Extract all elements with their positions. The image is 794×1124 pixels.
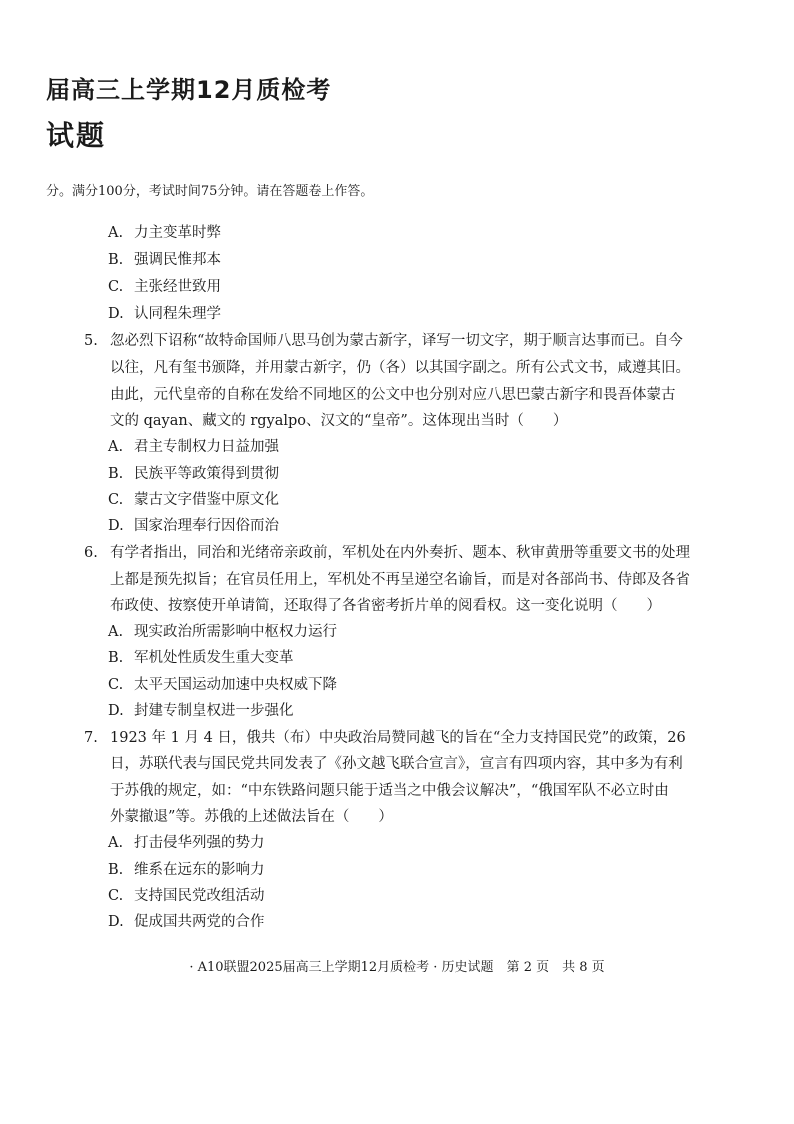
q5-option-b: B. 民族平等政策得到贯彻 [108,466,279,482]
q6-number: 6. [84,545,98,561]
q6-text-line: 上都是预先拟旨；在官员任用上，军机处不再呈递空名谕旨，而是对各部尚书、侍郎及各省 [110,572,690,588]
q4-option-c: C. 主张经世致用 [108,279,221,295]
exam-title: 届高三上学期12月质检考 [46,76,332,104]
q5-option-a: A. 君主专制权力日益加强 [108,439,279,455]
q6-option-c: C. 太平天国运动加速中央权威下降 [108,677,337,693]
exam-subtitle: 试题 [46,119,107,152]
q5-text-line: 由此，元代皇帝的自称在发给不同地区的公文中也分别对应八思巴蒙古新字和畏吾体蒙古 [110,387,676,403]
q7-number: 7. [84,730,98,746]
q7-option-b: B. 维系在远东的影响力 [108,862,265,878]
q7-text-line: 于苏俄的规定，如：“中东铁路问题只能于适当之中俄会议解决”，“俄国军队不必立时由 [110,783,669,799]
q4-option-b: B. 强调民惟邦本 [108,252,221,268]
q5-text-line: 忽必烈下诏称“故特命国师八思马创为蒙古新字，译写一切文字，期于顺言达事而已。自今 [110,333,683,349]
q6-option-b: B. 军机处性质发生重大变革 [108,650,294,666]
exam-instructions: 分。满分100分，考试时间75分钟。请在答题卷上作答。 [46,184,374,199]
q6-text-line: 有学者指出，同治和光绪帝亲政前，军机处在内外奏折、题本、秋审黄册等重要文书的处理 [110,545,690,561]
q7-text-line: 1923 年 1 月 4 日，俄共（布）中央政治局赞同越飞的旨在“全力支持国民党”的政策，26 [110,730,686,746]
q5-text-line: 以往，凡有玺书颁降，并用蒙古新字，仍（各）以其国字副之。所有公式文书，咸遵其旧。 [110,360,690,376]
q7-option-d: D. 促成国共两党的合作 [108,914,265,930]
q6-option-d: D. 封建专制皇权进一步强化 [108,703,294,719]
q7-text-line: 外蒙撤退”等。苏俄的上述做法旨在（ ） [110,809,393,825]
q5-option-d: D. 国家治理奉行因俗而治 [108,518,279,534]
q7-option-a: A. 打击侵华列强的势力 [108,835,265,851]
q6-option-a: A. 现实政治所需影响中枢权力运行 [108,624,337,640]
q4-option-a: A. 力主变革时弊 [108,225,221,241]
q7-text-line: 日，苏联代表与国民党共同发表了《孙文越飞联合宣言》，宣言有四项内容，其中多为有利 [110,756,683,772]
q7-option-c: C. 支持国民党改组活动 [108,888,265,904]
q5-option-c: C. 蒙古文字借鉴中原文化 [108,492,279,508]
q5-text-line: 文的 qayan、藏文的 rgyalpo、汉文的“皇帝”。这体现出当时（ ） [110,413,568,429]
q5-number: 5. [84,333,98,349]
q6-text-line: 布政使、按察使开单请简，还取得了各省密考折片单的阅看权。这一变化说明（ ） [110,598,661,614]
page-footer: · A10联盟2025届高三上学期12月质检考 · 历史试题 第 2 页 共 8 页 [189,960,605,975]
q4-option-d: D. 认同程朱理学 [108,306,221,322]
